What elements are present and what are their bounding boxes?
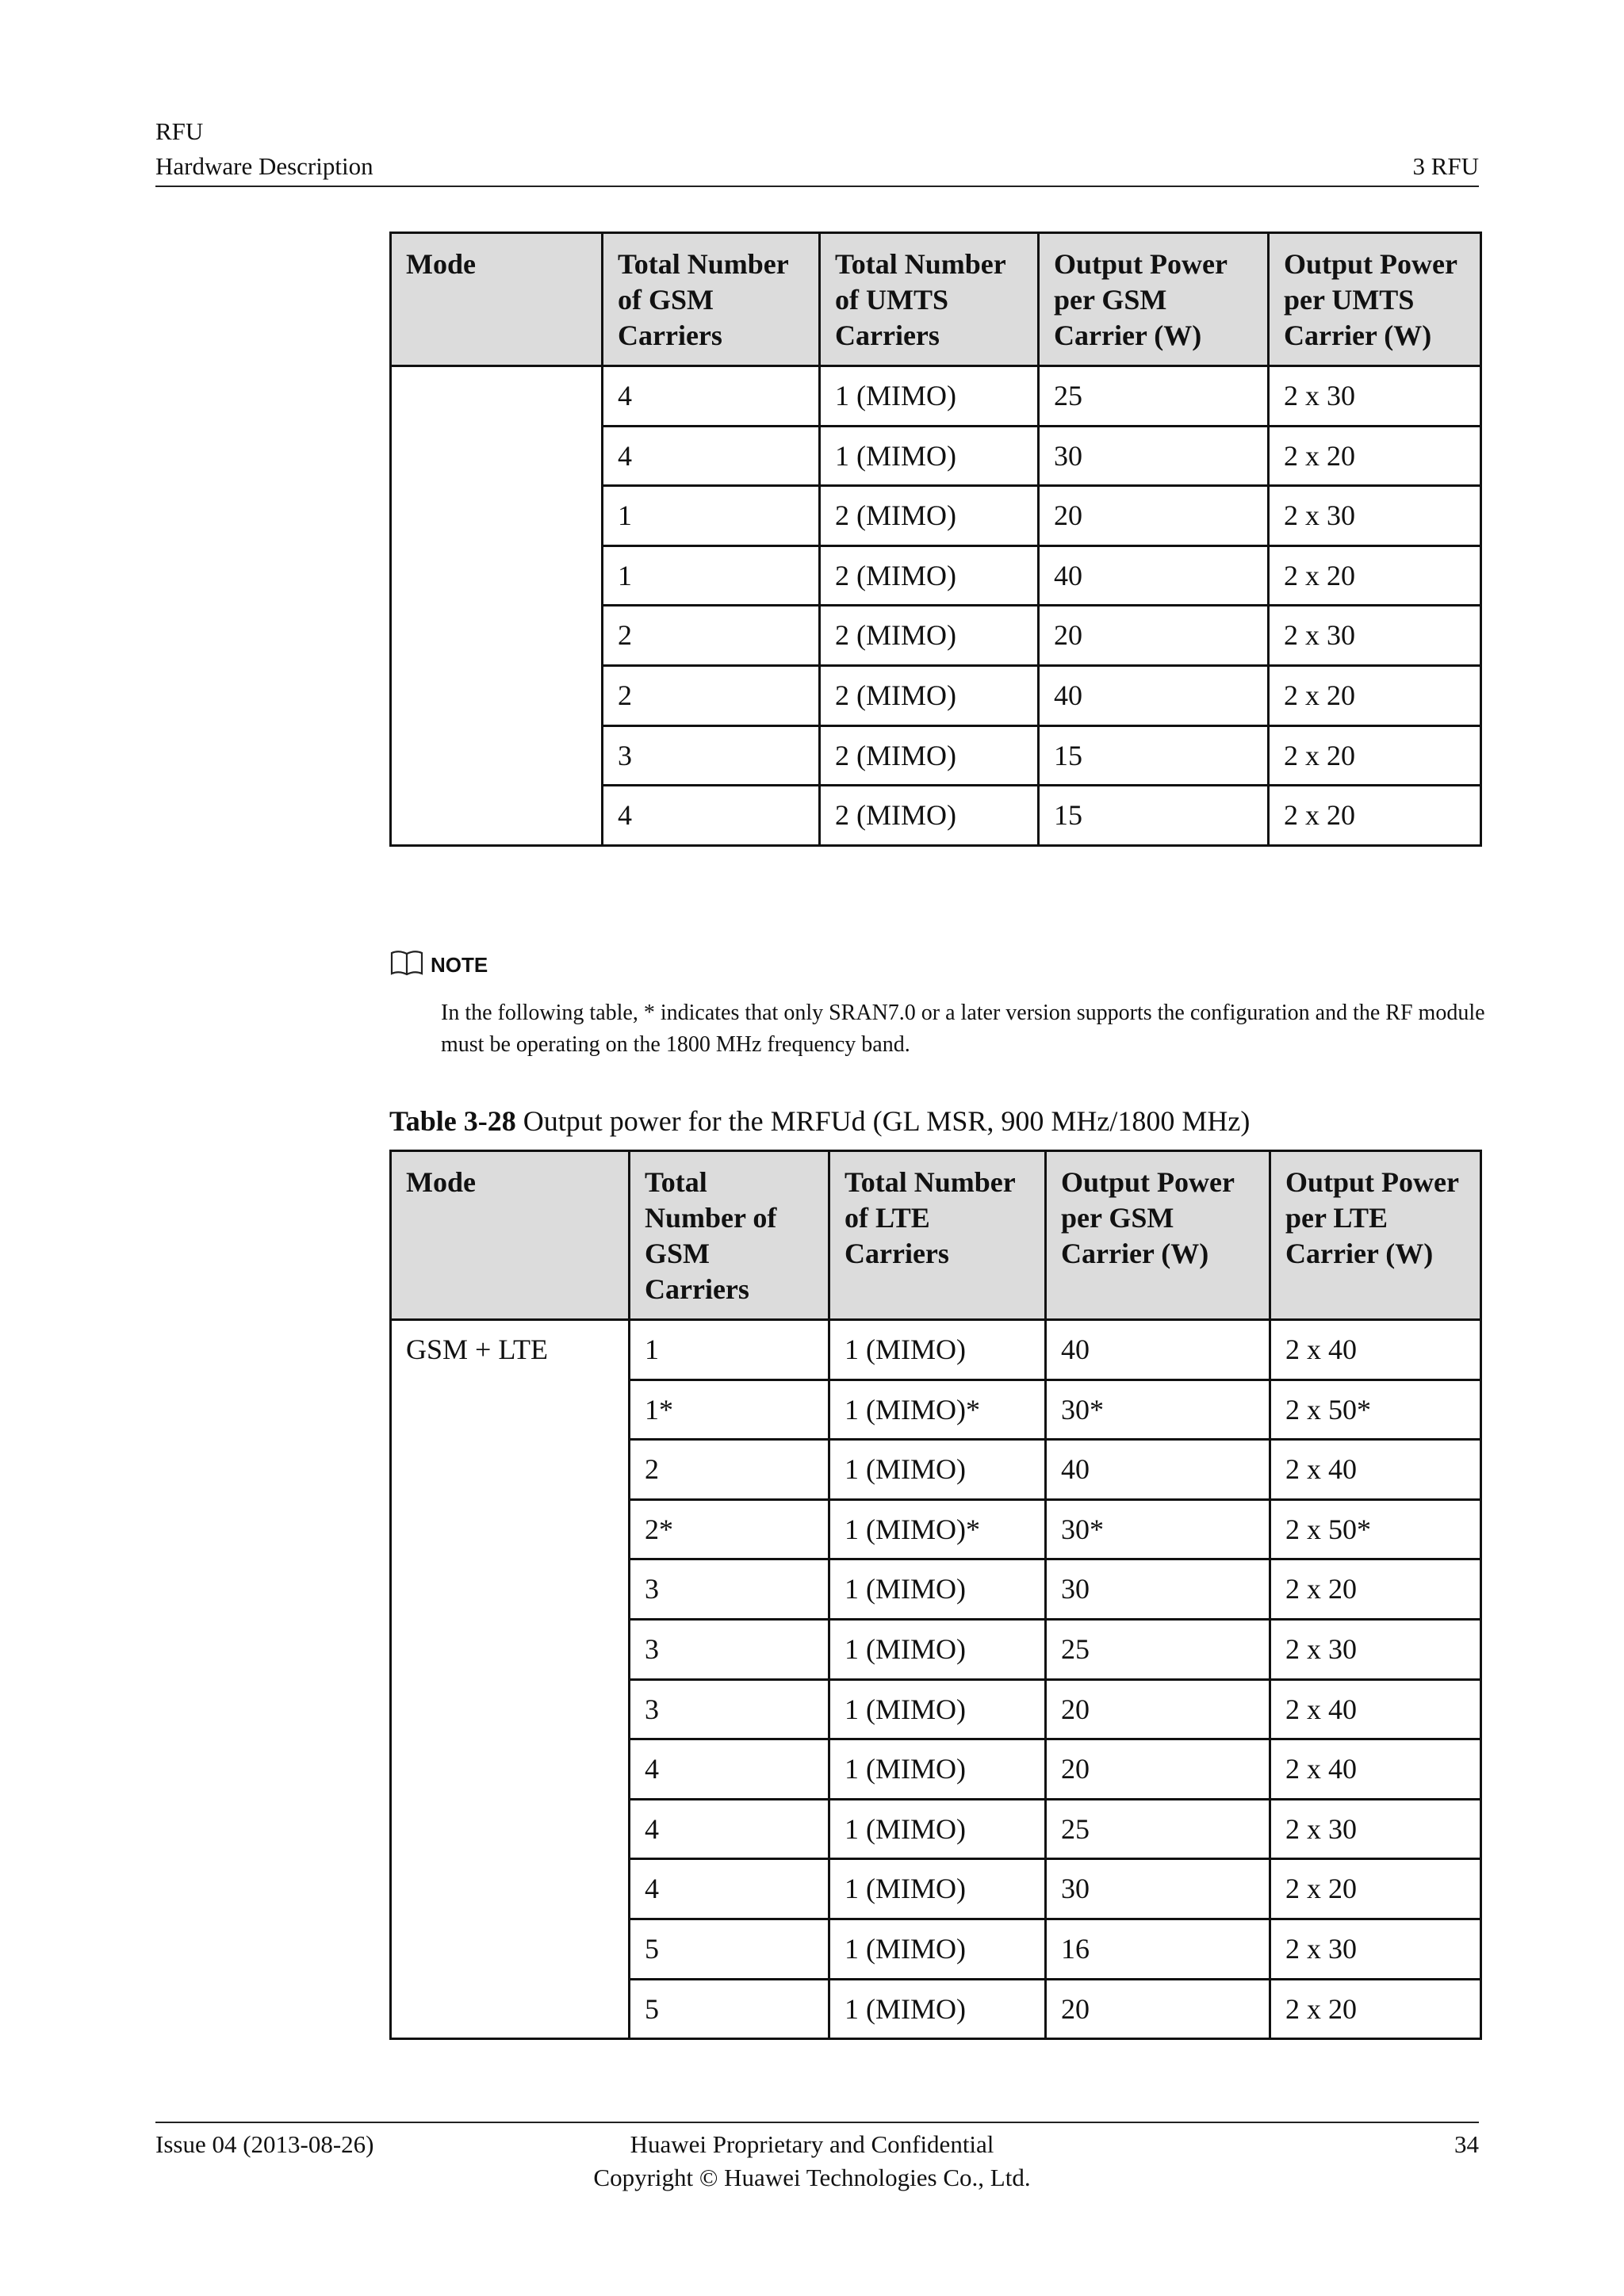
table-cell: 2 x 50* xyxy=(1270,1499,1481,1559)
table-cell: 25 xyxy=(1046,1799,1270,1859)
table-cell: 2 x 40 xyxy=(1270,1679,1481,1739)
table-cell: 30 xyxy=(1046,1559,1270,1620)
table1-header xyxy=(391,233,1481,366)
table-cell: 2 x 20 xyxy=(1270,1979,1481,2039)
table-cell: 2 x 50* xyxy=(1270,1380,1481,1440)
table-cell: 40 xyxy=(1046,1320,1270,1380)
table-row xyxy=(391,1320,1481,1380)
table-cell: 40 xyxy=(1039,545,1269,606)
table-cell: 1 (MIMO) xyxy=(829,1619,1046,1679)
table-cell: 1 (MIMO) xyxy=(829,1979,1046,2039)
table-cell: 1 (MIMO) xyxy=(829,1679,1046,1739)
table-cell: 1 (MIMO)* xyxy=(829,1380,1046,1440)
table2-col-gsm-power: Output Power per GSM Carrier (W) xyxy=(1046,1151,1270,1320)
table-cell: 2 (MIMO) xyxy=(820,486,1039,546)
table2-mode-cell: GSM + LTE xyxy=(391,1320,630,2039)
footer-page-number: 34 xyxy=(1454,2130,1479,2158)
table-cell: 3 xyxy=(603,725,820,786)
table-cell: 4 xyxy=(630,1739,829,1800)
table-cell: 2 (MIMO) xyxy=(820,725,1039,786)
table-cell: 2 (MIMO) xyxy=(820,545,1039,606)
table-cell: 3 xyxy=(630,1559,829,1620)
table-cell: 30 xyxy=(1039,426,1269,486)
table-caption-text: Output power for the MRFUd (GL MSR, 900 MHz/1800 MHz) xyxy=(523,1105,1251,1137)
table-cell: 1 (MIMO) xyxy=(829,1320,1046,1380)
table-cell: 1* xyxy=(630,1380,829,1440)
footer-issue: Issue 04 (2013-08-26) xyxy=(155,2130,374,2158)
table-cell: 30* xyxy=(1046,1380,1270,1440)
table-cell: 1 (MIMO) xyxy=(820,426,1039,486)
table-cell: 20 xyxy=(1046,1979,1270,2039)
table1-col-umts-power: Output Power per UMTS Carrier (W) xyxy=(1269,233,1481,366)
table-cell: 1 (MIMO) xyxy=(820,366,1039,427)
note-label-text: NOTE xyxy=(431,953,488,977)
table-cell: 1 (MIMO) xyxy=(829,1859,1046,1919)
table-cell: 30 xyxy=(1046,1859,1270,1919)
footer-confidential: Huawei Proprietary and Confidential xyxy=(630,2130,994,2158)
table-cell: 1 xyxy=(603,486,820,546)
table-cell: 2 x 40 xyxy=(1270,1440,1481,1500)
footer-copyright: Copyright © Huawei Technologies Co., Ltd. xyxy=(593,2164,1031,2191)
table-cell: 40 xyxy=(1046,1440,1270,1500)
table-cell: 4 xyxy=(630,1859,829,1919)
footer-center xyxy=(0,2128,1624,2195)
table-cell: 1 xyxy=(630,1320,829,1380)
table-cell: 25 xyxy=(1046,1619,1270,1679)
table-cell: 2 x 30 xyxy=(1269,366,1481,427)
table-cell: 2 x 30 xyxy=(1269,606,1481,666)
table-cell: 1 (MIMO) xyxy=(829,1739,1046,1800)
table1-col-umts-carriers: Total Number of UMTS Carriers xyxy=(820,233,1039,366)
table-cell: 20 xyxy=(1046,1679,1270,1739)
table1-col-gsm-power: Output Power per GSM Carrier (W) xyxy=(1039,233,1269,366)
table-cell: 3 xyxy=(630,1619,829,1679)
table-cell: 2 x 20 xyxy=(1269,545,1481,606)
table-cell: 2 x 20 xyxy=(1270,1859,1481,1919)
table-cell: 30* xyxy=(1046,1499,1270,1559)
table-cell: 4 xyxy=(603,786,820,846)
table-cell: 15 xyxy=(1039,725,1269,786)
table-cell: 2 x 40 xyxy=(1270,1739,1481,1800)
table-cell: 2 x 20 xyxy=(1269,786,1481,846)
table-cell: 20 xyxy=(1039,486,1269,546)
table2-col-gsm-carriers: Total Number of GSM Carriers xyxy=(630,1151,829,1320)
table-cell: 1 (MIMO)* xyxy=(829,1499,1046,1559)
table2-header-row xyxy=(391,1151,1481,1320)
table-cell: 1 (MIMO) xyxy=(829,1559,1046,1620)
table1-col-gsm-carriers: Total Number of GSM Carriers xyxy=(603,233,820,366)
table-cell: 2 xyxy=(603,606,820,666)
table-cell: 1 xyxy=(603,545,820,606)
table-cell: 2 (MIMO) xyxy=(820,606,1039,666)
table-row xyxy=(391,366,1481,427)
table-cell: 2 xyxy=(630,1440,829,1500)
note-text: In the following table, * indicates that only SRAN7.0 or a later version supports the configuration and the RF module must be operating on the 1800 MHz frequency band. xyxy=(441,1001,1485,1057)
table-cell: 2 (MIMO) xyxy=(820,786,1039,846)
table-cell: 2 x 20 xyxy=(1269,426,1481,486)
table-cell: 20 xyxy=(1046,1739,1270,1800)
table-cell: 16 xyxy=(1046,1919,1270,1979)
book-icon xyxy=(389,948,424,982)
footer-rule xyxy=(155,2122,1479,2123)
table-cell: 2 x 20 xyxy=(1269,665,1481,725)
table-cell: 2* xyxy=(630,1499,829,1559)
table-cell: 2 x 20 xyxy=(1270,1559,1481,1620)
table-cell: 1 (MIMO) xyxy=(829,1919,1046,1979)
table-cell: 3 xyxy=(630,1679,829,1739)
header-doc-title: RFU xyxy=(155,117,204,145)
header-rule xyxy=(155,186,1479,187)
table-cell: 25 xyxy=(1039,366,1269,427)
table2-header xyxy=(391,1151,1481,1320)
table-cell: 4 xyxy=(603,426,820,486)
table-cell: 2 x 30 xyxy=(1269,486,1481,546)
table-cell: 2 x 30 xyxy=(1270,1799,1481,1859)
note-label xyxy=(389,948,488,982)
table-lte-output-power xyxy=(389,1150,1482,2040)
table-cell: 40 xyxy=(1039,665,1269,725)
table2-col-lte-carriers: Total Number of LTE Carriers xyxy=(829,1151,1046,1320)
table-cell: 1 (MIMO) xyxy=(829,1440,1046,1500)
table-cell: 2 x 20 xyxy=(1269,725,1481,786)
table1-col-mode: Mode xyxy=(391,233,603,366)
table-caption-number: Table 3-28 xyxy=(389,1105,516,1137)
table-cell: 4 xyxy=(630,1799,829,1859)
table-cell: 1 (MIMO) xyxy=(829,1799,1046,1859)
table-caption xyxy=(389,1104,1250,1138)
table-cell: 5 xyxy=(630,1979,829,2039)
table-cell: 2 x 30 xyxy=(1270,1619,1481,1679)
table2-col-mode: Mode xyxy=(391,1151,630,1320)
header-chapter: 3 RFU xyxy=(1412,152,1479,180)
table-cell: 2 xyxy=(603,665,820,725)
table-cell: 5 xyxy=(630,1919,829,1979)
table-cell: 20 xyxy=(1039,606,1269,666)
table-umts-output-power xyxy=(389,232,1482,847)
header-doc-subtitle: Hardware Description xyxy=(155,152,373,180)
table-cell: 2 x 30 xyxy=(1270,1919,1481,1979)
table-cell: 2 x 40 xyxy=(1270,1320,1481,1380)
table-cell: 2 (MIMO) xyxy=(820,665,1039,725)
table2-col-lte-power: Output Power per LTE Carrier (W) xyxy=(1270,1151,1481,1320)
table1-header-row xyxy=(391,233,1481,366)
table-cell: 4 xyxy=(603,366,820,427)
table-cell: 15 xyxy=(1039,786,1269,846)
table1-mode-cell xyxy=(391,366,603,846)
